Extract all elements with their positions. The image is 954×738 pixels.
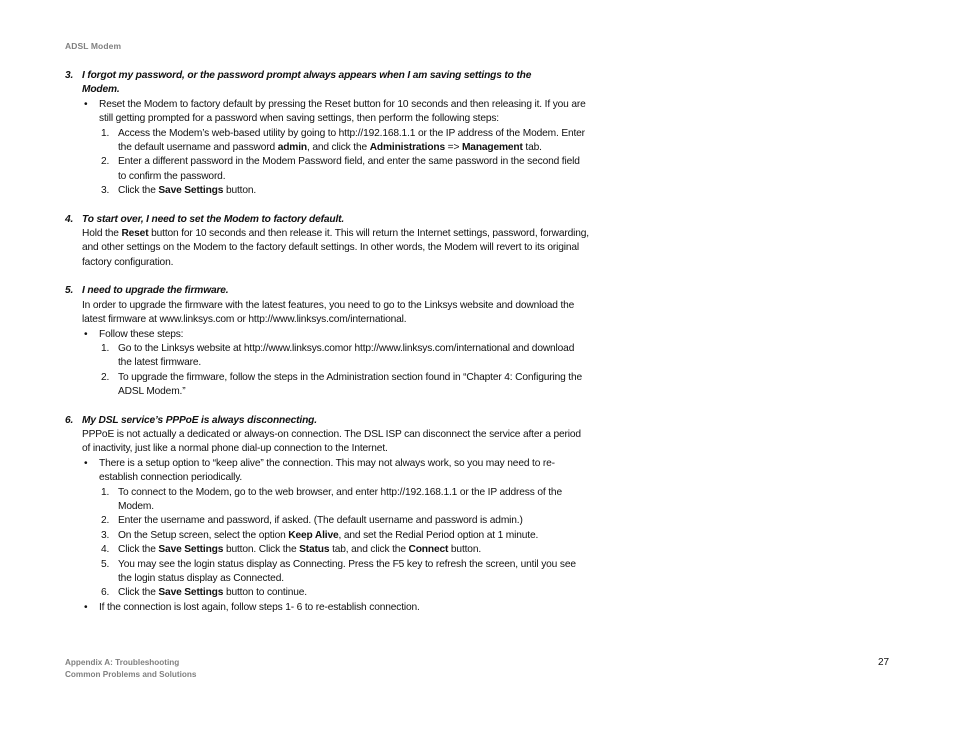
page-number: 27 (878, 657, 890, 668)
step-item (65, 155, 590, 184)
step-item (65, 529, 590, 543)
footer-section: Common Problems and Solutions (65, 670, 197, 679)
step-bold-term: Administrations (369, 142, 445, 154)
question-number: 6. (65, 414, 74, 426)
answer-paragraph (65, 227, 590, 270)
answer-text: Hold the (82, 228, 122, 240)
step-number: 4. (101, 544, 110, 556)
bullet-item (65, 457, 590, 486)
step-bold-term: Save Settings (158, 185, 224, 197)
bullet-text: There is a setup option to “keep alive” the connection. This may not always work, so you may need to re-establish connection periodically. (99, 457, 555, 484)
running-header: ADSL Modem (65, 41, 122, 51)
step-item (65, 543, 590, 557)
bullet-item (65, 601, 590, 615)
question-title: To start over, I need to set the Modem to factory default. (82, 213, 345, 225)
answer-bold-term: Reset (121, 228, 149, 240)
step-text: , and set the Redial Period option at 1 minute. (338, 529, 539, 541)
step-text: Click the (118, 185, 159, 197)
bullet-text: Follow these steps: (99, 328, 184, 340)
question-number: 3. (65, 70, 74, 81)
question-heading (65, 69, 590, 98)
answer-paragraph: In order to upgrade the firmware with the latest features, you need to go to the Linksys website and download the latest firmware at www.linksys.com or http://www.linksys.com/international. (82, 299, 575, 326)
step-bold-term: Save Settings (158, 544, 224, 556)
step-item (65, 342, 590, 371)
page-content (65, 69, 590, 615)
step-text: , and click the (306, 142, 370, 154)
step-number: 3. (101, 529, 110, 541)
step-text: => (445, 142, 462, 154)
step-text: On the Setup screen, select the option (118, 529, 289, 541)
step-number: 1. (101, 486, 110, 498)
bullet-glyph: • (84, 601, 88, 613)
step-number: 5. (101, 558, 110, 570)
step-item (65, 514, 590, 528)
step-text: Access the Modem’s web-based utility by going to http://192.168.1.1 or the IP address of the Modem. Enter the default username and password (118, 127, 585, 154)
running-footer (65, 657, 196, 681)
step-text: You may see the login status display as Connecting. Press the F5 key to refresh the screen, until you see the login status display as Connected. (118, 558, 576, 584)
step-item (65, 558, 590, 587)
step-item (65, 371, 590, 400)
step-text: To upgrade the firmware, follow the steps in the Administration section found in “Chapter 4: Configuring the ADSL Modem.” (118, 371, 583, 398)
faq-item-5 (65, 284, 590, 399)
footer-chapter: Appendix A: Troubleshooting (65, 658, 180, 667)
step-text: Enter a different password in the Modem Password field, and enter the same password in the second field to confirm the password. (118, 156, 580, 182)
step-number: 6. (101, 587, 110, 599)
step-item (65, 586, 590, 600)
step-text: Click the (118, 587, 159, 599)
bullet-glyph: • (84, 98, 88, 110)
step-text: button. (223, 185, 257, 197)
step-item (65, 184, 590, 198)
bullet-item (65, 328, 590, 342)
step-text: Click the (118, 544, 159, 556)
step-text: Go to the Linksys website at http://www.linksys.comor http://www.linksys.com/international and download the latest firmware. (118, 342, 575, 369)
step-item (65, 486, 590, 515)
step-number: 2. (101, 515, 110, 527)
question-heading (65, 284, 590, 298)
step-text: tab, and click the (329, 544, 409, 556)
step-bold-term: admin (277, 142, 307, 154)
faq-item-4 (65, 213, 590, 271)
bullet-text: Reset the Modem to factory default by pressing the Reset button for 10 seconds and then releasing it. If you are still getting prompted for a password when saving settings, then perform the following steps: (99, 98, 586, 125)
question-title-continued: Modem. (82, 84, 120, 96)
bullet-glyph: • (84, 457, 88, 469)
step-number: 1. (101, 127, 110, 139)
step-bold-term: Status (299, 544, 330, 556)
step-text: Enter the username and password, if asked. (The default username and password is admin.) (118, 515, 523, 527)
step-item (65, 127, 590, 156)
step-number: 3. (101, 185, 110, 197)
answer-paragraph: PPPoE is not actually a dedicated or always-on connection. The DSL ISP can disconnect the service after a period of inactivity, just like a normal phone dial-up connection to the Internet. (82, 428, 581, 455)
faq-item-3 (65, 69, 590, 199)
question-number: 5. (65, 285, 74, 297)
question-heading (65, 213, 590, 227)
step-number: 2. (101, 156, 110, 168)
step-number: 2. (101, 371, 110, 383)
step-text: tab. (522, 142, 542, 154)
faq-item-6 (65, 414, 590, 616)
step-text: button to continue. (223, 587, 307, 599)
step-bold-term: Connect (408, 544, 449, 556)
bullet-glyph: • (84, 328, 88, 340)
step-number: 1. (101, 342, 110, 354)
step-text: button. Click the (223, 544, 300, 556)
step-bold-term: Management (461, 142, 523, 154)
step-bold-term: Save Settings (158, 587, 224, 599)
question-title: My DSL service’s PPPoE is always disconnecting. (82, 414, 317, 426)
question-title: I need to upgrade the firmware. (82, 285, 229, 297)
bullet-item (65, 98, 590, 127)
question-title: I forgot my password, or the password prompt always appears when I am saving settings to the (82, 70, 532, 81)
step-text: button. (448, 544, 482, 556)
answer-text: button for 10 seconds and then release it. This will return the Internet settings, password, forwarding, and other settings on the Modem to the factory default settings. In other words, the Modem will revert to its original factory configuration. (82, 228, 589, 268)
question-number: 4. (65, 213, 74, 225)
step-text: To connect to the Modem, go to the web browser, and enter http://192.168.1.1 or the IP address of the Modem. (118, 486, 562, 512)
question-heading (65, 414, 590, 428)
bullet-text: If the connection is lost again, follow steps 1- 6 to re-establish connection. (99, 601, 420, 613)
step-bold-term: Keep Alive (288, 529, 339, 541)
